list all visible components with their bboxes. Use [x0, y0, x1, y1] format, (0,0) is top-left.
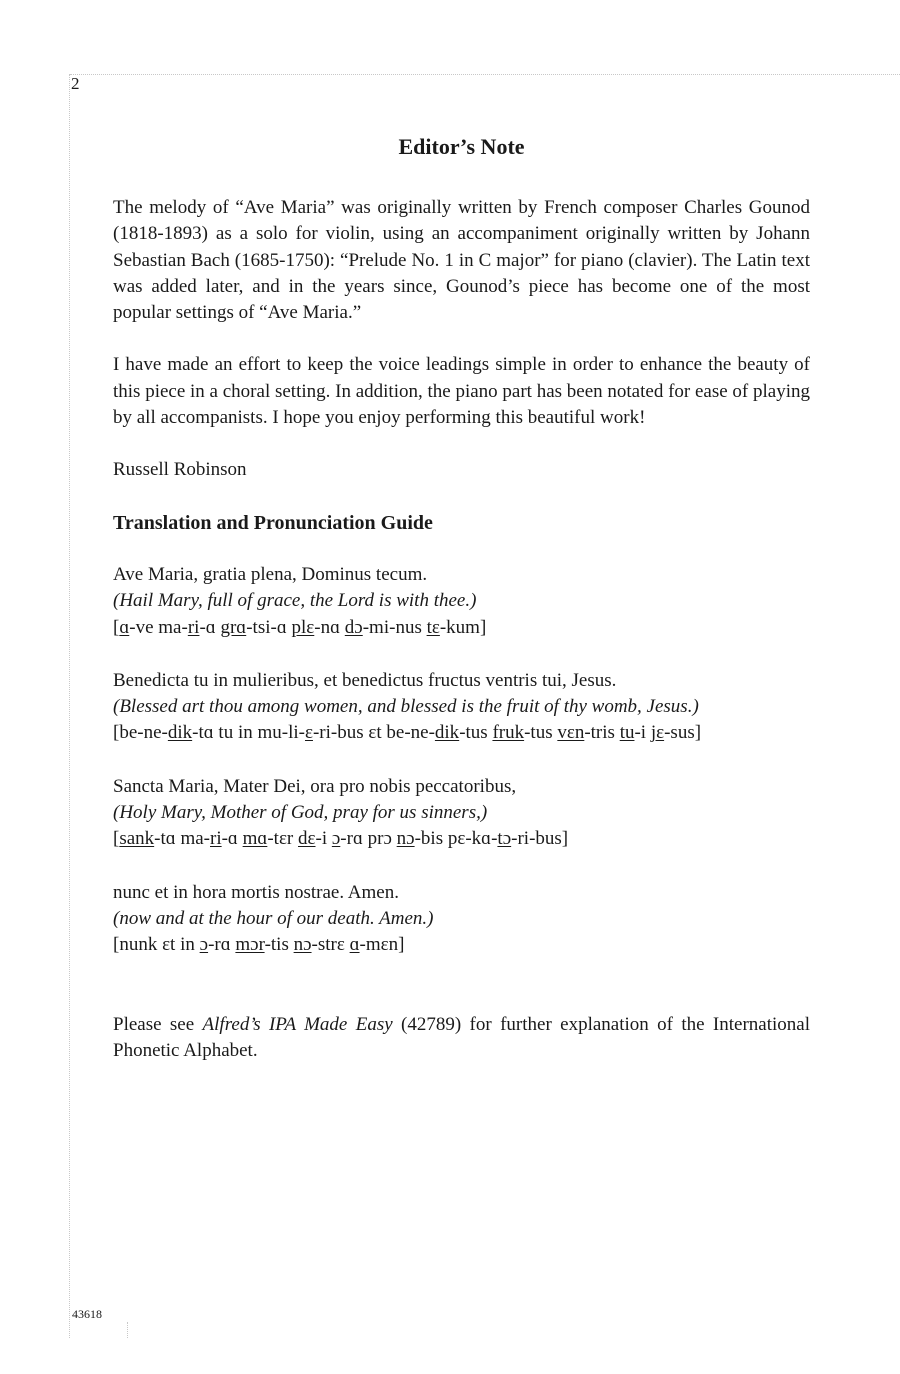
ipa-reference-note — [113, 1012, 810, 1065]
ipa-segment: -tus — [524, 722, 558, 744]
ipa-segment: -rɑ — [208, 934, 236, 956]
ipa-segment: -tɛr — [267, 828, 299, 850]
editors-note-paragraph-1: The melody of “Ave Maria” was originally written by French composer Charles Gounod (1818-1893) as a solo for violin, using an accompaniment originally written by Johann Sebastian Bach (1685-1750): “Prelude No. 1 in C major” for piano (clavier). The Latin text was added later, and in the years since, Gounod’s piece has become one of the most popular settings of “Ave Maria.” — [113, 197, 810, 324]
ipa-segment: [ — [113, 828, 120, 850]
stressed-syllable: ɔ — [199, 934, 209, 956]
translation-line: (Blessed art thou among women, and blessed is the fruit of thy womb, Jesus.) — [113, 696, 699, 718]
translation-line: (Hail Mary, full of grace, the Lord is with thee.) — [113, 590, 477, 612]
translation-line: (Holy Mary, Mother of God, pray for us sinners,) — [113, 802, 488, 824]
stressed-syllable: dik — [434, 722, 460, 744]
latin-line: nunc et in hora mortis nostrae. Amen. — [113, 881, 399, 903]
stressed-syllable: ri — [187, 616, 200, 638]
stressed-syllable: sank — [119, 828, 155, 850]
ipa-segment: -mɛn] — [359, 934, 405, 956]
stressed-syllable: ɑ — [119, 616, 130, 638]
ipa-segment: -strɛ — [311, 934, 350, 956]
page-content — [113, 132, 810, 1090]
stressed-syllable: dik — [167, 722, 193, 744]
crop-mark-top — [70, 74, 900, 75]
ipa-segment: -ɑ — [221, 828, 243, 850]
stressed-syllable: mɑ — [242, 828, 268, 850]
stressed-syllable: fruk — [492, 722, 525, 744]
stanza — [113, 668, 810, 747]
stressed-syllable: grɑ — [220, 616, 247, 638]
ipa-line — [113, 615, 810, 641]
stressed-syllable: ri — [210, 828, 222, 850]
stressed-syllable: mɔr — [235, 934, 265, 956]
crop-mark-left — [69, 74, 70, 1338]
ipa-line — [113, 826, 810, 852]
latin-line: Ave Maria, gratia plena, Dominus tecum. — [113, 563, 428, 585]
ipa-line — [113, 932, 810, 958]
ipa-segment: [be-ne- — [113, 722, 168, 744]
guide-heading: Translation and Pronunciation Guide — [113, 511, 433, 534]
ipa-segment: -ɑ — [199, 616, 221, 638]
stressed-syllable: plɛ — [291, 616, 315, 638]
reference-text-after: (42789) for further explanation of the International Phonetic Alphabet. — [113, 1013, 810, 1061]
editor-signature: Russell Robinson — [113, 459, 247, 481]
stressed-syllable: jɛ — [650, 722, 665, 744]
editors-note-paragraph-2: I have made an effort to keep the voice leadings simple in order to enhance the beauty of this piece in a choral setting. In addition, the piano part has been notated for ease of playing by all accompanists. I hope you enjoy performing this beautiful work! — [113, 354, 810, 429]
ipa-segment: -i — [634, 722, 651, 744]
ipa-segment: [nunk ɛt in — [113, 934, 200, 956]
ipa-segment: -tris — [584, 722, 620, 744]
reference-text-before: Please see — [113, 1013, 203, 1035]
page-number: 2 — [71, 74, 80, 93]
ipa-segment: [ — [113, 616, 120, 638]
stanza — [113, 880, 810, 959]
latin-line: Benedicta tu in mulieribus, et benedictus fructus ventris tui, Jesus. — [113, 669, 617, 691]
stressed-syllable: dɔ — [344, 616, 363, 638]
stressed-syllable: nɔ — [293, 934, 312, 956]
stanza — [113, 562, 810, 641]
ipa-segment: -rɑ prɔ — [340, 828, 397, 850]
ipa-segment: -ri-bus ɛt be-ne- — [312, 722, 435, 744]
ipa-line — [113, 720, 810, 746]
ipa-segment: -tɑ ma- — [154, 828, 210, 850]
stressed-syllable: tu — [619, 722, 635, 744]
ipa-segment: -i — [315, 828, 332, 850]
ipa-segment: -nɑ — [314, 616, 345, 638]
ipa-segment: -ri-bus] — [511, 828, 569, 850]
book-title: Alfred’s IPA Made Easy — [202, 1013, 393, 1035]
stressed-syllable: vɛn — [557, 722, 585, 744]
catalog-number: 43618 — [72, 1307, 102, 1321]
crop-mark-bottom — [127, 1322, 128, 1338]
ipa-segment: -tɑ tu in mu-li- — [192, 722, 305, 744]
stressed-syllable: nɔ — [396, 828, 415, 850]
stressed-syllable: ɑ — [349, 934, 360, 956]
editors-note-title: Editor’s Note — [398, 134, 525, 159]
ipa-segment: -bis pɛ-kɑ- — [414, 828, 498, 850]
latin-line: Sancta Maria, Mater Dei, ora pro nobis peccatoribus, — [113, 775, 517, 797]
stressed-syllable: dɛ — [298, 828, 316, 850]
ipa-segment: -tsi-ɑ — [246, 616, 292, 638]
stanza — [113, 774, 810, 853]
stressed-syllable: tɛ — [426, 616, 440, 638]
stressed-syllable: ɔ — [331, 828, 341, 850]
ipa-segment: -tus — [459, 722, 493, 744]
ipa-segment: -ve ma- — [129, 616, 188, 638]
stressed-syllable: ɛ — [304, 722, 313, 744]
stressed-syllable: tɔ — [497, 828, 512, 850]
translation-line: (now and at the hour of our death. Amen.) — [113, 907, 434, 929]
ipa-segment: -kum] — [439, 616, 487, 638]
ipa-segment: -mi-nus — [362, 616, 427, 638]
ipa-segment: -sus] — [664, 722, 702, 744]
ipa-segment: -tis — [264, 934, 294, 956]
